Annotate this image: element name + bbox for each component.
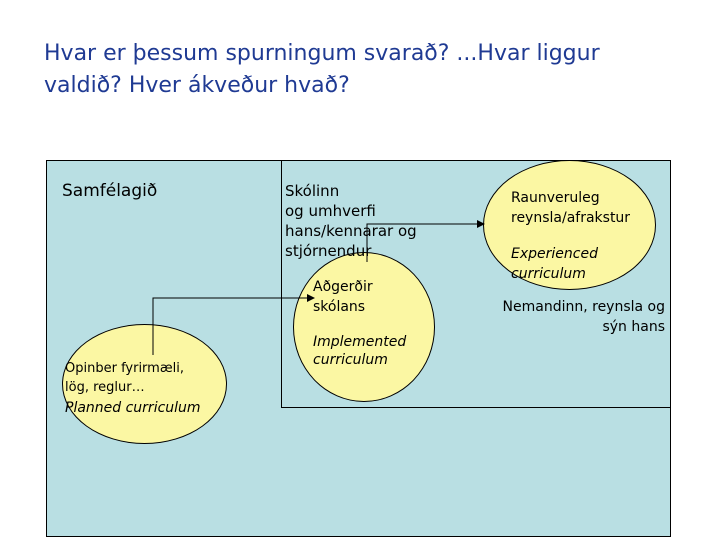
society-label: Samfélagið [62, 181, 158, 201]
student-label: Nemandinn, reynsla og sýn hans [502, 299, 665, 335]
experienced-curriculum-label: Experienced curriculum [511, 246, 598, 282]
implemented-curriculum-label: Implemented curriculum [313, 334, 407, 368]
slide-title: Hvar er þessum spurningum svarað? ...Hvar liggur valdið? Hver ákveður hvað? [44, 41, 600, 98]
real-experience-label: Raunveruleg reynsla/afrakstur [511, 190, 631, 226]
school-label: Skólinn og umhverfi hans/kennarar og stjórnendur [285, 182, 417, 260]
school-actions-label: Aðgerðir skólans [313, 279, 373, 315]
official-directives-label: Opinber fyrirmæli, lög, reglur… [65, 361, 184, 395]
implemented-curriculum-ellipse [293, 252, 435, 402]
planned-curriculum-label: Planned curriculum [65, 400, 201, 416]
